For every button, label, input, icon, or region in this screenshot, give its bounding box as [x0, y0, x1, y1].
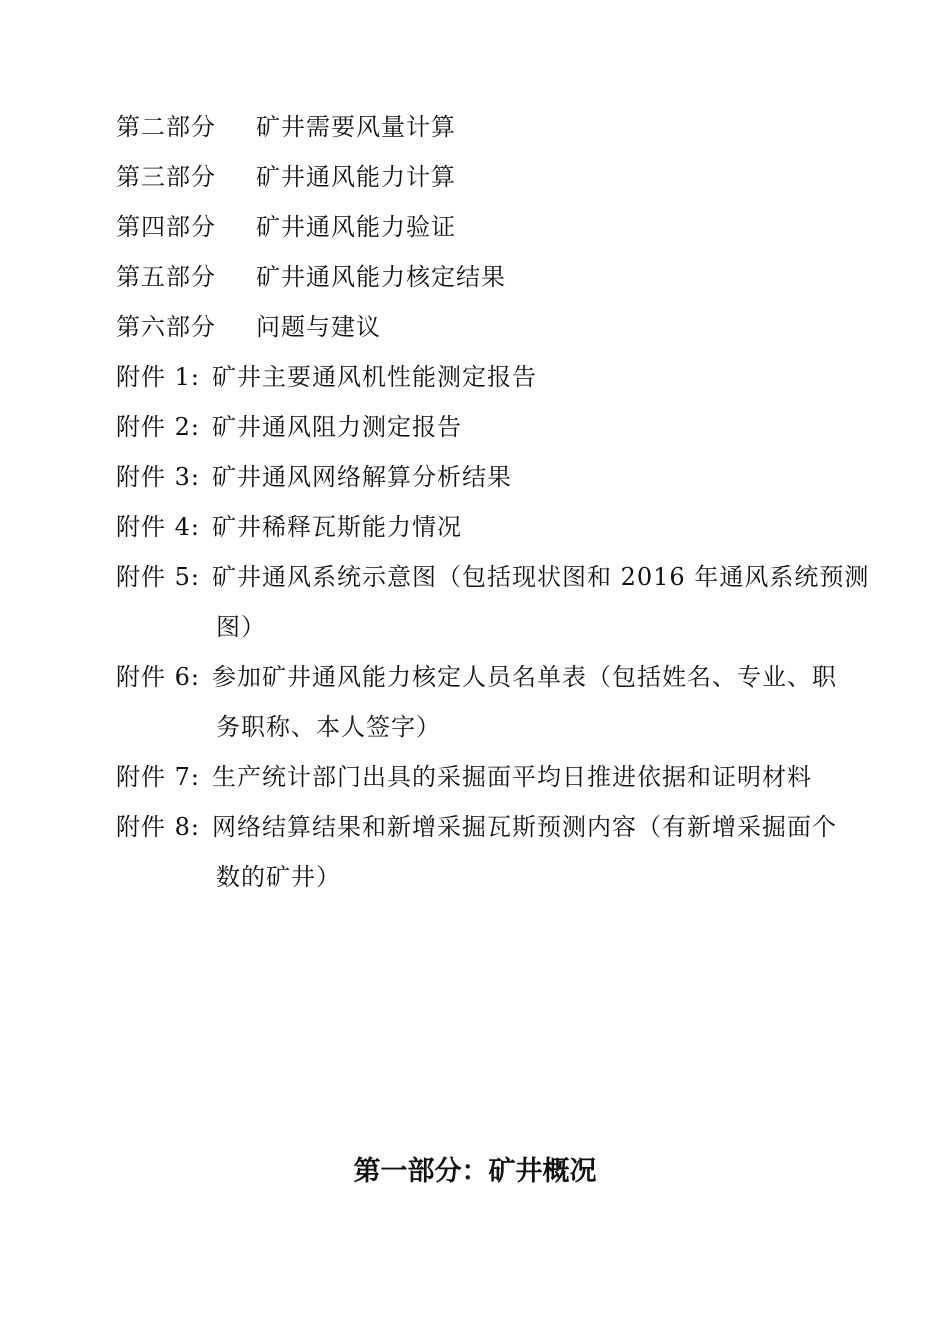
attachment-5 [116, 562, 869, 592]
section-heading: 第一部分：矿井概况 [353, 1156, 597, 1187]
toc-line-part-3 [116, 162, 456, 192]
attachment-text: 网络结算结果和新增采掘瓦斯预测内容（有新增采掘面个 [212, 813, 837, 841]
attachment-text: 生产统计部门出具的采掘面平均日推进依据和证明材料 [212, 763, 812, 791]
attachment-text: 矿井主要通风机性能测定报告 [212, 363, 537, 391]
attachment-label: 附件 6: [116, 663, 200, 691]
attachment-label: 附件 3: [116, 463, 200, 491]
toc-line-part-4 [116, 212, 456, 242]
attachment-label: 附件 1: [116, 363, 200, 391]
toc-part-title: 问题与建议 [256, 313, 381, 341]
toc-part-title: 矿井通风能力核定结果 [256, 263, 506, 291]
attachment-label: 附件 4: [116, 513, 200, 541]
attachment-6-continuation: 务职称、本人签字） [216, 713, 441, 741]
toc-part-label: 第四部分 [116, 213, 216, 241]
attachment-6 [116, 662, 837, 692]
toc-line-part-2 [116, 112, 456, 142]
toc-line-part-5 [116, 262, 506, 292]
attachment-label: 附件 8: [116, 813, 200, 841]
attachment-1 [116, 362, 537, 392]
attachment-text: 矿井通风阻力测定报告 [212, 413, 462, 441]
attachment-4 [116, 512, 462, 542]
attachment-text: 参加矿井通风能力核定人员名单表（包括姓名、专业、职 [212, 663, 837, 691]
attachment-label: 附件 2: [116, 413, 200, 441]
toc-part-label: 第三部分 [116, 163, 216, 191]
attachment-5-continuation: 图） [216, 613, 266, 641]
toc-part-title: 矿井通风能力验证 [256, 213, 456, 241]
toc-line-part-6 [116, 312, 381, 342]
attachment-7 [116, 762, 812, 792]
toc-part-label: 第六部分 [116, 313, 216, 341]
attachment-text: 矿井通风网络解算分析结果 [212, 463, 512, 491]
attachment-8-continuation: 数的矿井） [216, 863, 341, 891]
attachment-text: 矿井稀释瓦斯能力情况 [212, 513, 462, 541]
toc-part-title: 矿井需要风量计算 [256, 113, 456, 141]
attachment-text: 矿井通风系统示意图（包括现状图和 2016 年通风系统预测 [212, 563, 870, 591]
toc-part-title: 矿井通风能力计算 [256, 163, 456, 191]
attachment-8 [116, 812, 837, 842]
attachment-3 [116, 462, 512, 492]
attachment-label: 附件 7: [116, 763, 200, 791]
attachment-label: 附件 5: [116, 563, 200, 591]
attachment-2 [116, 412, 462, 442]
toc-part-label: 第二部分 [116, 113, 216, 141]
toc-part-label: 第五部分 [116, 263, 216, 291]
